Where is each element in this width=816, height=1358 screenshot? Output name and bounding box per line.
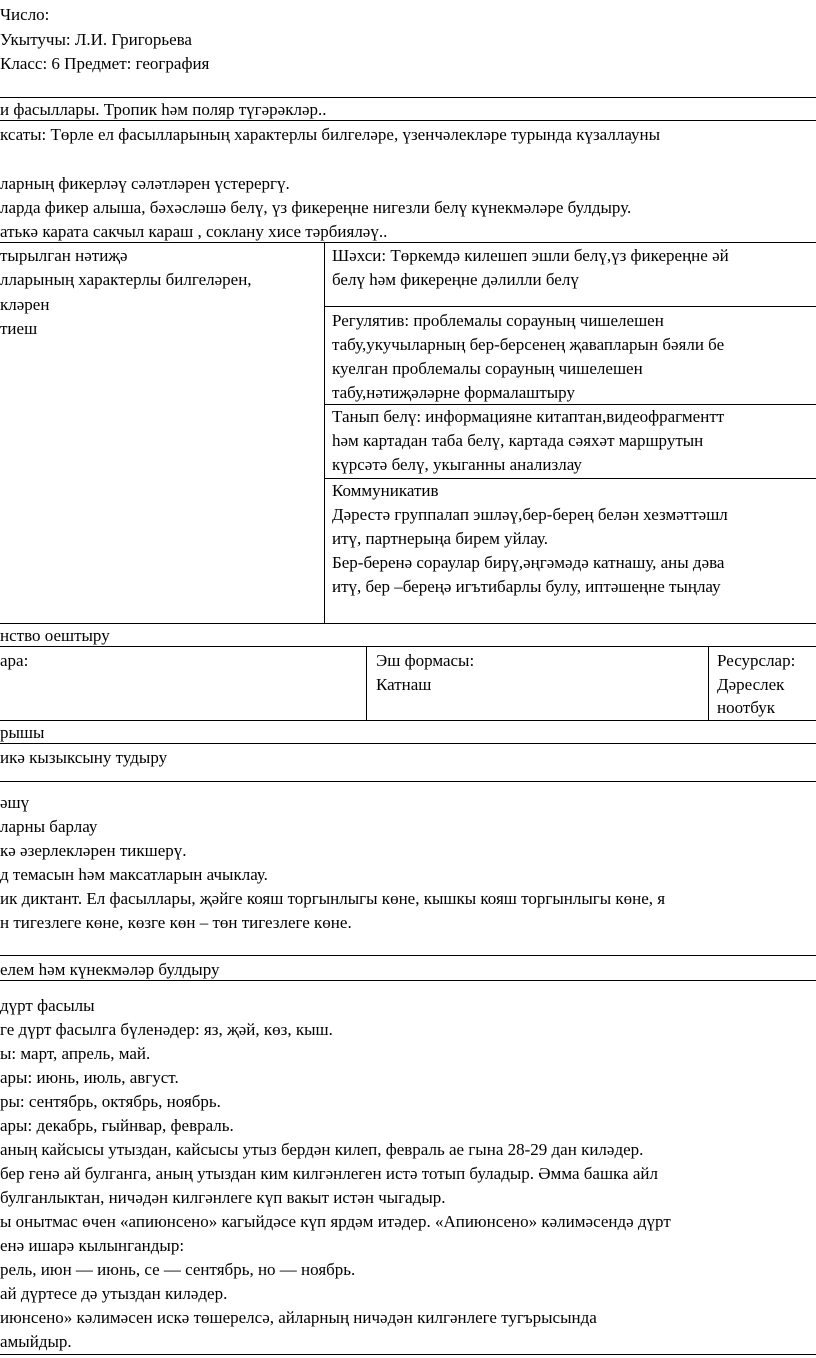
- column-divider: [324, 242, 325, 624]
- seasons-line: ы: март, апрель, май.: [0, 1044, 151, 1063]
- personal-result-line: белү һәм фикереңне дәлилли белү: [332, 270, 579, 289]
- communicative-result-line: Бер-беренә сораулар бирү,әңгәмәдә катнашу, аны дәва: [332, 553, 725, 572]
- row-divider: [0, 955, 816, 956]
- seasons-line: бер генә ай булганга, аның утыздан ким килгәнлеген истә тотып буладыр. Әмма башка айл: [0, 1164, 658, 1183]
- regulative-result-line: Регулятив: проблемалы сорауның чишелешен: [332, 311, 664, 330]
- regulative-result-line: куелган проблемалы сорауның чишелешен: [332, 359, 643, 378]
- seasons-line: ры: сентябрь, октябрь, ноябрь.: [0, 1092, 221, 1111]
- seasons-line: ары: декабрь, гыйнвар, февраль.: [0, 1116, 234, 1135]
- teacher-label: Укытучы: Л.И. Григорьева: [0, 30, 192, 49]
- work-form-value: Катнаш: [376, 675, 432, 694]
- goal-line: ларда фикер алыша, бәхәсләшә белү, үз фикереңне нигезли белү күнекмәләре булдыру.: [0, 198, 632, 217]
- seasons-line: июнсено» кәлимәсен искә төшерелсә, айларның ничәдән килгәнлеге тугърысында: [0, 1308, 597, 1327]
- seasons-line: ге дүрт фасылга бүленәдер: яз, җәй, көз, кыш.: [0, 1020, 333, 1039]
- concepts-label: ара:: [0, 651, 29, 670]
- communicative-result-line: итү, бер –береңә игътибарлы булу, иптәшеңне тыңлау: [332, 577, 721, 596]
- seasons-line: ай дүртесе дә утыздан киләдер.: [0, 1284, 228, 1303]
- goal-line: ксаты: Төрле ел фасылларының характерлы билгеләре, үзенчәлекләре турында күзаллауны: [0, 125, 661, 144]
- seasons-line: дүрт фасылы: [0, 996, 95, 1015]
- check-line: ларны барлау: [0, 817, 98, 836]
- check-line: әшү: [0, 793, 30, 812]
- column-divider: [366, 646, 367, 720]
- check-line: н тигезлеге көне, көзге көн – төн тигезлеге көне.: [0, 913, 352, 932]
- seasons-line: ары: июнь, июль, август.: [0, 1068, 179, 1087]
- resources-label: Ресурслар:: [717, 651, 796, 670]
- communicative-result-line: Коммуникатив: [332, 481, 439, 500]
- seasons-line: булганлыктан, ничәдән килгәнлеге күп вакыт истән чыгадыр.: [0, 1188, 446, 1207]
- communicative-result-line: итү, партнерыңа бирем уйлау.: [332, 529, 548, 548]
- personal-result-line: Шәхси: Төркемдә килешеп эшли белү,үз фикереңне әй: [332, 246, 729, 265]
- class-subject-label: Класс: 6 Предмет: география: [0, 54, 210, 73]
- date-label: Число:: [0, 5, 50, 24]
- row-divider: [0, 781, 816, 782]
- lesson-topic: и фасыллары. Тропик һәм поляр түгәрәкләр..: [0, 100, 327, 119]
- goal-line: атькә карата сакчыл караш , соклану хисе тәрбияләү..: [0, 222, 388, 241]
- work-form-label: Эш формасы:: [376, 651, 475, 670]
- motivation-stage: икә кызыксыну тудыру: [0, 748, 168, 767]
- resource-item: ноотбук: [717, 698, 776, 717]
- results-left-line: тиеш: [0, 319, 38, 338]
- results-left-line: тырылган нәтиҗә: [0, 246, 128, 265]
- seasons-line: енә ишарә кылынгандыр:: [0, 1236, 185, 1255]
- seasons-line: амыйдыр.: [0, 1332, 72, 1351]
- results-left-line: лларының характерлы билгеләрен,: [0, 270, 252, 289]
- check-line: д темасын һәм максатларын ачыклау.: [0, 865, 268, 884]
- space-organization-label: нство оештыру: [0, 626, 110, 645]
- resource-item: Дәреслек: [717, 675, 785, 694]
- communicative-result-line: Дәрестә группалап эшләү,бер-берең белән хезмәттәшл: [332, 505, 728, 524]
- cognitive-result-line: күрсәтә белү, укыганны анализлау: [332, 455, 582, 474]
- column-divider: [708, 646, 709, 720]
- seasons-line: аның кайсысы утыздан, кайсысы утыз бердән килеп, февраль ае гына 28-29 дан киләдер.: [0, 1140, 644, 1159]
- cognitive-result-line: Танып белү: информацияне китаптан,видеофрагментт: [332, 407, 725, 426]
- regulative-result-line: табу,укучыларның бер-берсенең җавапларын бәяли бе: [332, 335, 725, 354]
- regulative-result-line: табу,нәтиҗәләрне формалаштыру: [332, 383, 575, 402]
- lesson-stage-label: рышы: [0, 723, 45, 742]
- results-left-line: кләрен: [0, 295, 50, 314]
- check-line: кә әзерлекләрен тикшерү.: [0, 841, 187, 860]
- cognitive-result-line: һәм картадан таба белү, картада сәяхәт маршрутын: [332, 431, 704, 450]
- goal-line: ларның фикерләү сәләтләрен үстерергү.: [0, 174, 290, 193]
- seasons-line: ы онытмас өчен «апиюнсено» кагыйдәсе күп ярдәм итәдер. «Апиюнсено» кәлимәсендә дүрт: [0, 1212, 671, 1231]
- check-line: ик диктант. Ел фасыллары, җәйге кояш торгынлыгы көне, кышкы кояш торгынлыгы көне, я: [0, 889, 666, 908]
- cell-divider: [324, 306, 816, 307]
- seasons-line: рель, июн — июнь, се — сентябрь, но — ноябрь.: [0, 1260, 356, 1279]
- new-knowledge-stage: елем һәм күнекмәләр булдыру: [0, 960, 220, 979]
